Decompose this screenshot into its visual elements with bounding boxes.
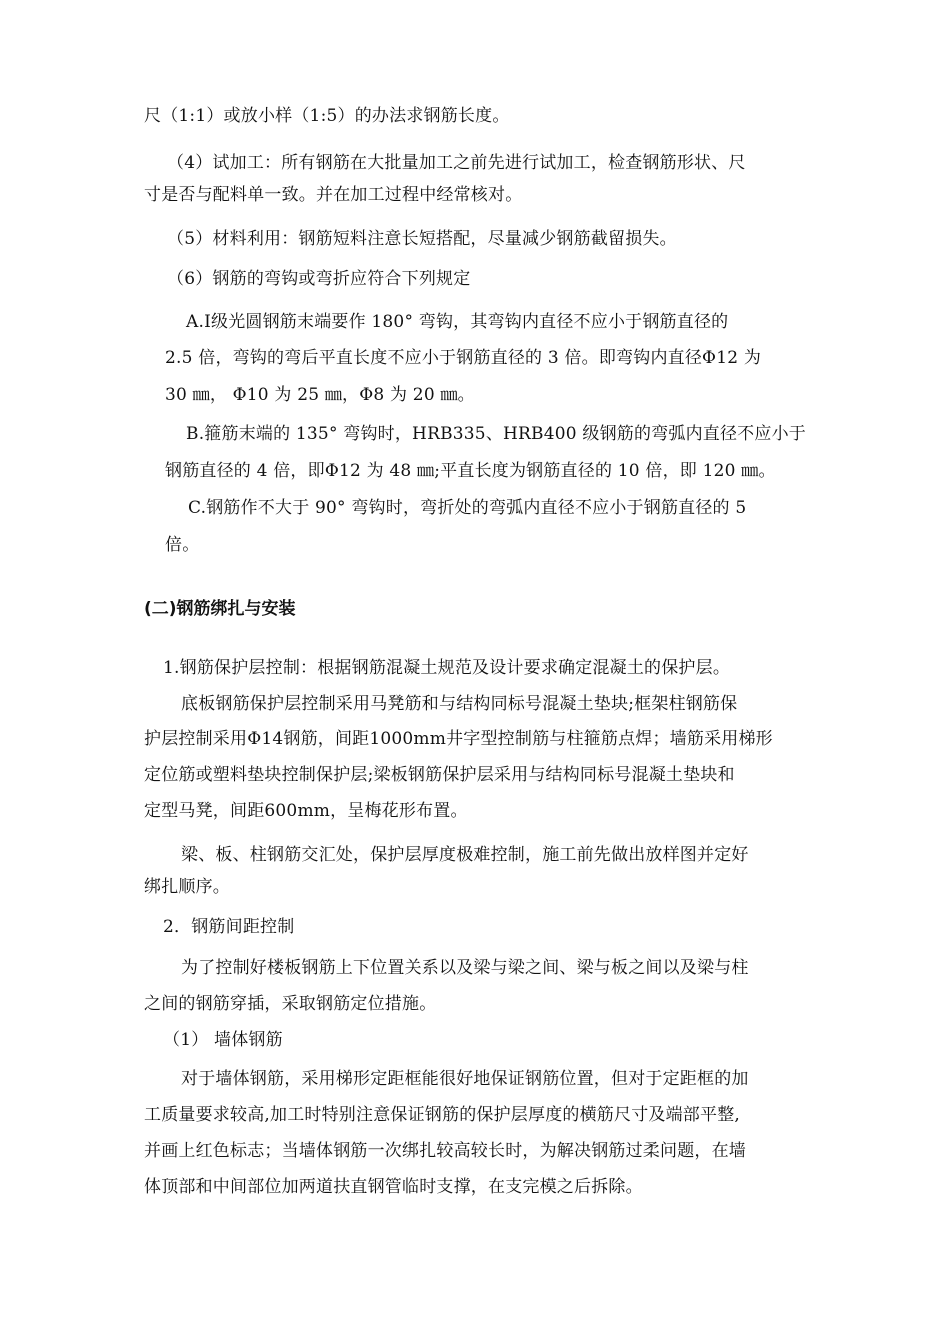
text-line: A.Ⅰ级光圆钢筋末端要作 180° 弯钩，其弯钩内直径不应小于钢筋直径的 <box>186 312 729 332</box>
text-line: 寸是否与配料单一致。并在加工过程中经常核对。 <box>144 185 523 205</box>
text-line: （1） 墙体钢筋 <box>163 1030 283 1050</box>
text-line: 2．钢筋间距控制 <box>163 917 295 937</box>
text-line: 对于墙体钢筋，采用梯形定距框能很好地保证钢筋位置，但对于定距框的加 <box>181 1069 749 1089</box>
text-line: 倍。 <box>165 535 200 555</box>
text-line: 底板钢筋保护层控制采用马凳筋和与结构同标号混凝土垫块;框架柱钢筋保 <box>181 694 738 714</box>
text-line: （6）钢筋的弯钩或弯折应符合下列规定 <box>167 269 471 289</box>
text-line: 30 ㎜， Φ10 为 25 ㎜，Φ8 为 20 ㎜。 <box>165 385 475 405</box>
text-line: 尺（1:1）或放小样（1:5）的办法求钢筋长度。 <box>144 106 510 126</box>
text-line: C.钢筋作不大于 90° 弯钩时，弯折处的弯弧内直径不应小于钢筋直径的 5 <box>188 498 747 518</box>
text-line: 并画上红色标志；当墙体钢筋一次绑扎较高较长时，为解决钢筋过柔问题，在墙 <box>144 1141 746 1161</box>
text-line: 2.5 倍，弯钩的弯后平直长度不应小于钢筋直径的 3 倍。即弯钩内直径Φ12 为 <box>165 348 762 368</box>
text-line: （5）材料利用：钢筋短料注意长短搭配，尽量减少钢筋截留损失。 <box>167 229 677 249</box>
text-line: 绑扎顺序。 <box>144 877 230 897</box>
text-line: 之间的钢筋穿插，采取钢筋定位措施。 <box>144 994 437 1014</box>
text-line: 为了控制好楼板钢筋上下位置关系以及梁与梁之间、梁与板之间以及梁与柱 <box>181 958 749 978</box>
text-line: 定位筋或塑料垫块控制保护层;梁板钢筋保护层采用与结构同标号混凝土垫块和 <box>144 765 735 785</box>
text-line: 1.钢筋保护层控制：根据钢筋混凝土规范及设计要求确定混凝土的保护层。 <box>163 658 731 678</box>
text-line: 护层控制采用Φ14钢筋，间距1000mm井字型控制筋与柱箍筋点焊；墙筋采用梯形 <box>144 729 773 749</box>
text-line: 定型马凳，间距600mm，呈梅花形布置。 <box>144 801 468 821</box>
text-line: 梁、板、柱钢筋交汇处，保护层厚度极难控制，施工前先做出放样图并定好 <box>181 845 749 865</box>
text-line: 工质量要求较高,加工时特别注意保证钢筋的保护层厚度的横筋尺寸及端部平整, <box>144 1105 741 1125</box>
text-line: 钢筋直径的 4 倍，即Φ12 为 48 ㎜;平直长度为钢筋直径的 10 倍，即 120 ㎜。 <box>165 461 776 481</box>
text-line: B.箍筋末端的 135° 弯钩时，HRB335、HRB400 级钢筋的弯弧内直径不应小于 <box>186 424 806 444</box>
section-heading: (二)钢筋绑扎与安装 <box>144 599 296 619</box>
text-line: 体顶部和中间部位加两道扶直钢管临时支撑，在支完模之后拆除。 <box>144 1177 643 1197</box>
text-line: （4）试加工：所有钢筋在大批量加工之前先进行试加工，检查钢筋形状、尺 <box>167 153 746 173</box>
